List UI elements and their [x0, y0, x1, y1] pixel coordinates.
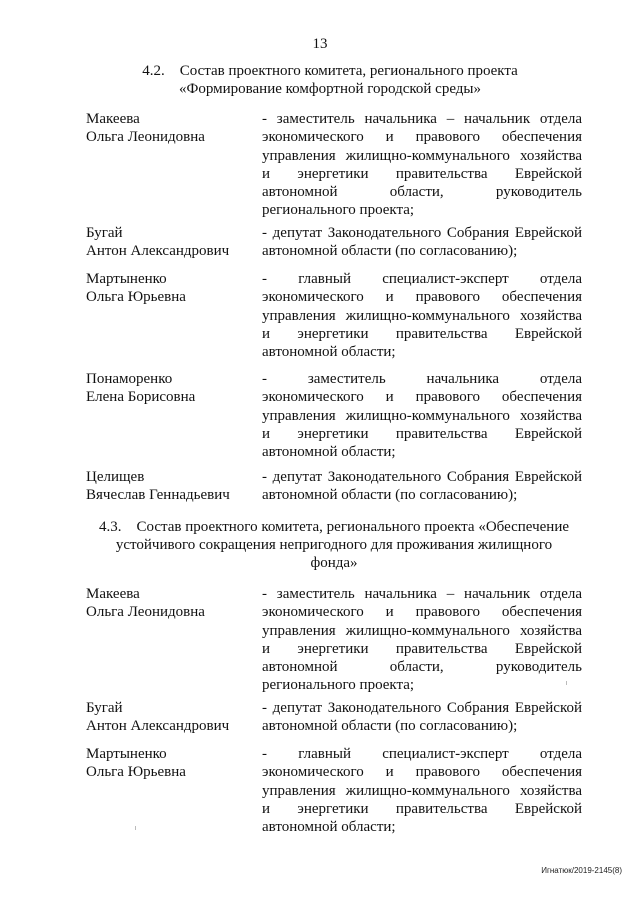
section-title-4-2: [130, 62, 530, 98]
member-given-names: Ольга Юрьевна: [86, 289, 186, 305]
member-name: [86, 585, 256, 621]
role-line: - главный специалист-эксперт отдела: [262, 271, 582, 287]
role-line: регионального проекта;: [262, 677, 415, 694]
member-role: [262, 110, 582, 220]
role-line: экономического и правового обеспечения: [262, 129, 582, 146]
role-line: автономной области (по согласованию);: [262, 718, 518, 735]
document-code: Игнатюк/2019-2145(8): [541, 866, 622, 875]
role-line: управления жилищно-коммунального хозяйства: [262, 407, 582, 424]
role-line: автономной области (по согласованию);: [262, 487, 518, 504]
role-line: управления жилищно-коммунального хозяйства: [262, 782, 582, 799]
member-surname: Мартыненко: [86, 746, 167, 762]
member-role: [262, 585, 582, 695]
role-line: автономной области;: [262, 444, 396, 461]
section-title-line: 4.3. Состав проектного комитета, регионального проекта «Обеспечение: [98, 519, 570, 535]
member-given-names: Елена Борисовна: [86, 389, 196, 405]
role-line: автономной области;: [262, 344, 396, 361]
role-line: - депутат Законодательного Собрания Еврейской: [262, 225, 582, 241]
role-line: - главный специалист-эксперт отдела: [262, 746, 582, 762]
role-line: экономического и правового обеспечения: [262, 764, 582, 781]
member-role: [262, 224, 582, 261]
role-line: и энергетики правительства Еврейской: [262, 325, 582, 342]
member-surname: Макеева: [86, 111, 140, 127]
role-line: автономной области;: [262, 819, 396, 836]
role-line: - заместитель начальника – начальник отдела: [262, 586, 582, 602]
member-given-names: Антон Александрович: [86, 718, 230, 734]
member-name: [86, 270, 256, 306]
section-title-line: «Формирование комфортной городской среды»: [178, 81, 482, 97]
member-name: [86, 745, 256, 781]
member-name: [86, 468, 256, 504]
role-line: и энергетики правительства Еврейской: [262, 425, 582, 442]
member-given-names: Ольга Юрьевна: [86, 764, 186, 780]
member-role: [262, 468, 582, 505]
role-line: - заместитель начальника – начальник отдела: [262, 111, 582, 127]
role-line: экономического и правового обеспечения: [262, 289, 582, 306]
role-line: регионального проекта;: [262, 202, 415, 219]
member-name: [86, 699, 256, 735]
page-number: 13: [312, 36, 328, 52]
role-line: - депутат Законодательного Собрания Еврейской: [262, 469, 582, 485]
member-given-names: Ольга Леонидовна: [86, 604, 205, 620]
role-line: управления жилищно-коммунального хозяйства: [262, 307, 582, 324]
member-surname: Бугай: [86, 700, 123, 716]
scan-artifact: [566, 681, 567, 685]
member-role: [262, 699, 582, 736]
member-surname: Понаморенко: [86, 371, 173, 387]
role-line: экономического и правового обеспечения: [262, 389, 582, 406]
member-given-names: Ольга Леонидовна: [86, 129, 205, 145]
section-title-4-3: [84, 518, 584, 572]
member-role: [262, 745, 582, 836]
member-surname: Макеева: [86, 586, 140, 602]
member-name: [86, 370, 256, 406]
scan-artifact: [135, 826, 136, 830]
member-role: [262, 370, 582, 461]
role-line: - заместитель начальника отдела: [262, 371, 582, 387]
section-title-line: фонда»: [310, 555, 358, 571]
section-title-line: устойчивого сокращения непригодного для проживания жилищного: [115, 537, 553, 553]
role-line: автономной области, руководитель: [262, 184, 582, 201]
member-name: [86, 110, 256, 146]
role-line: автономной области, руководитель: [262, 659, 582, 676]
role-line: и энергетики правительства Еврейской: [262, 800, 582, 817]
role-line: и энергетики правительства Еврейской: [262, 165, 582, 182]
member-surname: Мартыненко: [86, 271, 167, 287]
member-name: [86, 224, 256, 260]
section-title-line: 4.2. Состав проектного комитета, регионального проекта: [142, 63, 518, 79]
role-line: экономического и правового обеспечения: [262, 604, 582, 621]
role-line: управления жилищно-коммунального хозяйства: [262, 622, 582, 639]
member-role: [262, 270, 582, 361]
member-surname: Бугай: [86, 225, 123, 241]
member-surname: Целищев: [86, 469, 145, 485]
role-line: - депутат Законодательного Собрания Еврейской: [262, 700, 582, 716]
role-line: и энергетики правительства Еврейской: [262, 640, 582, 657]
member-given-names: Вячеслав Геннадьевич: [86, 487, 230, 503]
role-line: автономной области (по согласованию);: [262, 243, 518, 260]
role-line: управления жилищно-коммунального хозяйства: [262, 147, 582, 164]
member-given-names: Антон Александрович: [86, 243, 230, 259]
